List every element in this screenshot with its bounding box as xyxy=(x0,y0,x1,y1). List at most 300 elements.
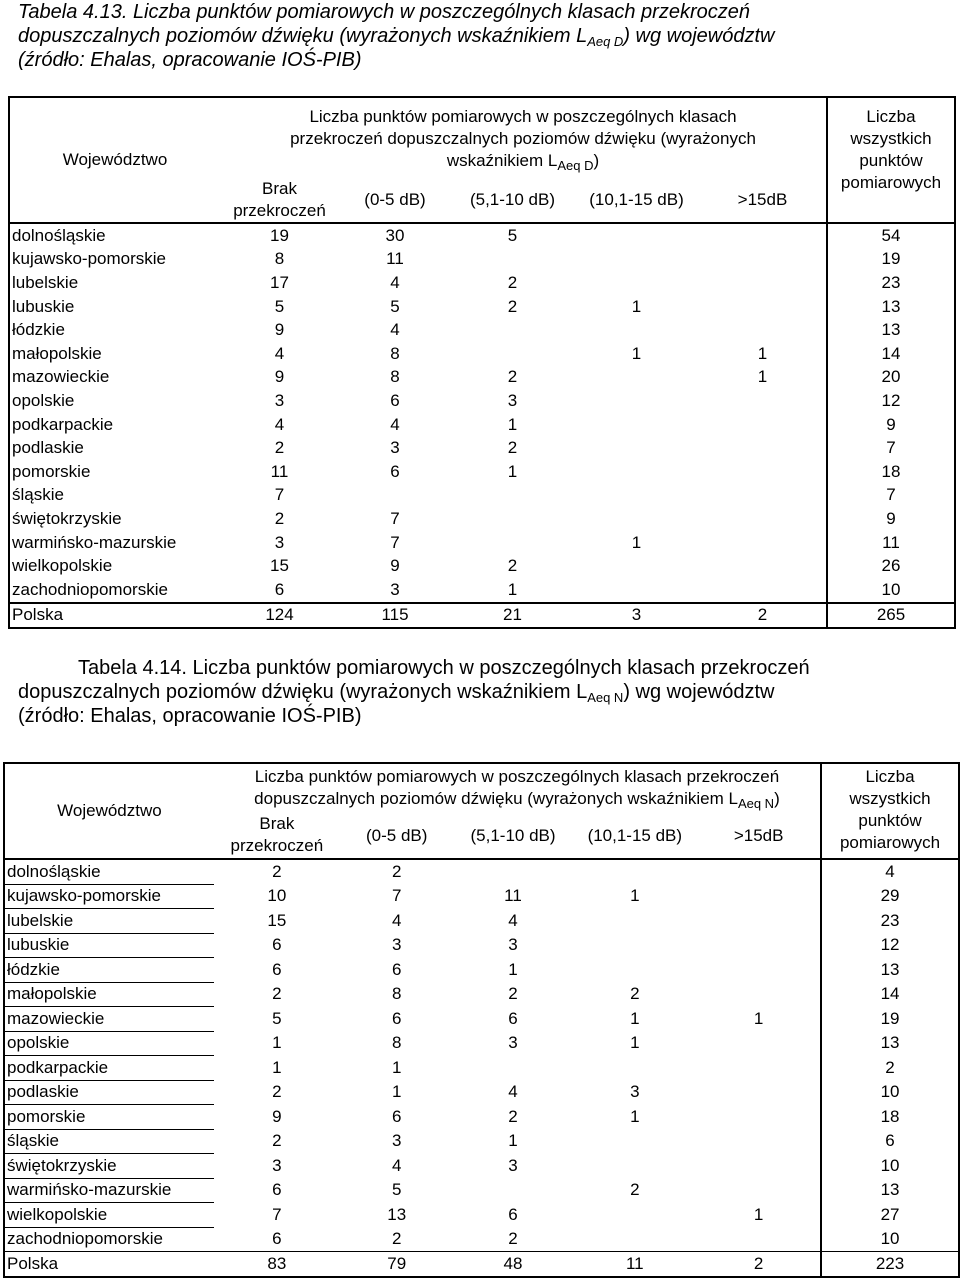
region-name-cell: opolskie xyxy=(4,1031,214,1056)
count-cell: 1 xyxy=(507,461,518,481)
count-cell: 48 xyxy=(454,1252,573,1277)
count-cell: 5 xyxy=(451,223,574,248)
count-cell: 1 xyxy=(757,343,768,363)
region-name-cell: podkarpackie xyxy=(12,414,114,434)
table1-caption-line1 xyxy=(18,0,940,24)
count-cell: 2 xyxy=(340,859,454,884)
count-cell xyxy=(574,436,699,460)
index-subscript: Aeq D xyxy=(587,34,624,49)
region-name-cell: śląskie xyxy=(4,1129,214,1154)
table-row xyxy=(4,1154,959,1179)
table2-caption-line1 xyxy=(78,656,940,680)
count-cell: 2 xyxy=(630,984,640,1004)
caption-word: (wyrażonych xyxy=(339,681,452,703)
table1-caption-line3: (źródło: Ehalas, opracowanie IOŚ-PIB) xyxy=(18,49,362,71)
count-cell: 11 xyxy=(386,249,404,269)
count-cell: 2 xyxy=(272,984,282,1004)
table2-caption xyxy=(18,656,940,728)
table-row xyxy=(4,884,959,909)
count-cell xyxy=(699,436,827,460)
count-cell: 2 xyxy=(274,508,285,528)
caption-tail: ) wg województw xyxy=(623,25,775,47)
count-cell: 2 xyxy=(699,603,827,629)
region-name-cell: dolnośląskie xyxy=(9,223,220,248)
total-count-cell: 54 xyxy=(827,223,955,248)
count-cell xyxy=(574,389,699,413)
count-cell: 5 xyxy=(391,1180,402,1200)
col-brak-line: przekroczeń xyxy=(233,201,326,220)
count-cell: 1 xyxy=(753,1204,764,1224)
count-cell: 1 xyxy=(507,414,518,434)
count-cell xyxy=(339,484,451,508)
count-cell: 2 xyxy=(697,1252,821,1277)
count-cell: 3 xyxy=(630,1082,640,1102)
caption-word: poszczególnych xyxy=(479,657,622,679)
col-brak-line: przekroczeń xyxy=(230,836,324,856)
caption-word: Tabela xyxy=(18,1,78,23)
count-cell: 2 xyxy=(507,438,518,458)
col-total-line: punktów xyxy=(859,151,923,170)
caption-word xyxy=(457,681,774,703)
total-count-cell: 13 xyxy=(827,295,955,319)
caption-word: punktów xyxy=(196,1,271,23)
total-count-cell: 11 xyxy=(827,531,955,555)
count-cell xyxy=(699,223,827,248)
count-cell: 2 xyxy=(272,1131,282,1151)
total-count-cell: 13 xyxy=(821,1178,959,1203)
total-row xyxy=(4,1252,959,1277)
total-count-cell: 23 xyxy=(827,271,955,295)
count-cell xyxy=(574,248,699,272)
count-cell xyxy=(699,295,827,319)
count-cell xyxy=(574,413,699,437)
count-cell: 83 xyxy=(214,1252,340,1277)
count-cell: 1 xyxy=(630,1033,640,1053)
count-cell: 8 xyxy=(274,249,285,269)
count-cell xyxy=(574,484,699,508)
caption-word: klasach xyxy=(627,657,696,679)
count-cell: 3 xyxy=(391,935,402,955)
count-cell: 11 xyxy=(504,886,522,906)
table2 xyxy=(3,762,960,1278)
count-cell xyxy=(574,578,699,603)
region-name-cell: mazowieckie xyxy=(12,367,110,387)
count-cell xyxy=(574,271,699,295)
count-cell xyxy=(451,531,574,555)
count-cell xyxy=(572,1203,697,1228)
total-count-cell: 18 xyxy=(827,460,955,484)
col-total-line: wszystkich xyxy=(850,129,932,148)
count-cell: 7 xyxy=(390,532,400,552)
col-total-line: Liczba xyxy=(866,107,916,126)
count-cell xyxy=(572,1154,697,1179)
table-row xyxy=(9,460,955,484)
count-cell xyxy=(697,859,821,884)
count-cell xyxy=(572,859,697,884)
group-header-text: ) xyxy=(593,151,600,170)
count-cell: 4 xyxy=(391,1155,402,1175)
count-cell: 1 xyxy=(757,367,768,387)
count-cell xyxy=(574,460,699,484)
table-row xyxy=(4,1031,959,1056)
count-cell: 1 xyxy=(630,1008,640,1028)
count-cell: 2 xyxy=(391,1229,402,1248)
count-cell xyxy=(699,578,827,603)
caption-word: 4.13. xyxy=(82,1,128,23)
count-cell: 6 xyxy=(390,461,400,481)
total-count-cell: 2 xyxy=(821,1056,959,1081)
caption-word: pomiarowych xyxy=(335,657,454,679)
col-total-line: punktów xyxy=(858,811,922,830)
total-row xyxy=(9,603,955,629)
count-cell: 1 xyxy=(507,579,518,599)
count-cell: 15 xyxy=(270,556,289,576)
count-cell xyxy=(697,933,821,958)
index-subscript: Aeq N xyxy=(737,796,775,811)
count-cell xyxy=(451,484,574,508)
total-count-cell: 10 xyxy=(821,1154,959,1179)
total-count-cell: 18 xyxy=(821,1105,959,1130)
count-cell xyxy=(574,318,699,342)
count-cell: 2 xyxy=(274,438,285,458)
count-cell xyxy=(451,507,574,531)
total-count-cell: 19 xyxy=(827,248,955,272)
region-name-cell: lubuskie xyxy=(12,296,75,316)
col-10-15-header: (10,1-15 dB) xyxy=(589,190,684,209)
col-5-10-header: (5,1-10 dB) xyxy=(469,190,556,209)
count-cell: 3 xyxy=(508,935,518,955)
count-cell: 9 xyxy=(274,367,285,387)
region-name-cell: śląskie xyxy=(12,485,64,505)
count-cell: 6 xyxy=(390,390,400,410)
table-row xyxy=(9,413,955,437)
count-cell: 3 xyxy=(508,1155,518,1175)
count-cell: 8 xyxy=(391,984,402,1004)
region-name-cell: łódzkie xyxy=(12,320,65,340)
count-cell: 2 xyxy=(214,859,340,884)
region-name-cell: pomorskie xyxy=(12,461,91,481)
count-cell: 1 xyxy=(391,1082,402,1102)
count-cell: 2 xyxy=(507,272,518,292)
group-header-text: dopuszczalnych poziomów dźwięku (wyrażonych wskaźnikiem L xyxy=(254,789,738,808)
table-row xyxy=(9,436,955,460)
region-name-cell: dolnośląskie xyxy=(4,859,214,884)
count-cell: 4 xyxy=(274,343,285,363)
region-name-cell: zachodniopomorskie xyxy=(12,579,168,599)
caption-word: wskaźnikiem xyxy=(457,681,571,703)
caption-word: 4.14. xyxy=(142,657,187,679)
region-name-cell: kujawsko-pomorskie xyxy=(4,884,214,909)
count-cell xyxy=(572,1056,697,1081)
count-cell: 2 xyxy=(508,984,518,1004)
caption-word: klasach xyxy=(567,1,636,23)
col-brak-header xyxy=(214,813,340,859)
caption-word: w xyxy=(399,1,415,23)
count-cell: 3 xyxy=(274,390,285,410)
total-count-cell: 6 xyxy=(821,1129,959,1154)
count-cell: 15 xyxy=(267,910,287,930)
total-count-cell: 13 xyxy=(827,318,955,342)
table-row xyxy=(4,933,959,958)
count-cell: 9 xyxy=(390,556,400,576)
region-name-cell: mazowieckie xyxy=(4,1007,214,1032)
count-cell: 8 xyxy=(390,367,400,387)
count-cell: 1 xyxy=(631,343,642,363)
count-cell xyxy=(699,318,827,342)
caption-word: dopuszczalnych xyxy=(18,681,161,703)
count-cell: 124 xyxy=(220,603,339,629)
count-cell xyxy=(451,248,574,272)
count-cell: 1 xyxy=(508,959,518,979)
total-count-cell: 265 xyxy=(827,603,955,629)
count-cell xyxy=(699,389,827,413)
count-cell: 4 xyxy=(274,414,285,434)
count-cell: 3 xyxy=(390,438,400,458)
caption-word: punktów xyxy=(255,657,331,679)
count-cell: 11 xyxy=(270,461,289,481)
count-cell: 2 xyxy=(507,367,518,387)
count-cell: 6 xyxy=(272,959,282,979)
caption-word: przekroczeń xyxy=(700,657,810,679)
total-count-cell: 14 xyxy=(821,982,959,1007)
count-cell xyxy=(699,248,827,272)
count-cell: 3 xyxy=(508,1033,518,1053)
count-cell xyxy=(572,1129,697,1154)
total-count-cell: 10 xyxy=(821,1227,959,1252)
count-cell: 2 xyxy=(507,296,518,316)
count-cell xyxy=(454,1178,573,1203)
table1-caption-line2 xyxy=(18,24,940,48)
group-header xyxy=(220,97,827,178)
table2-caption-line3: (źródło: Ehalas, opracowanie IOŚ-PIB) xyxy=(18,705,362,727)
caption-word: poziomów xyxy=(165,25,256,47)
count-cell xyxy=(454,859,573,884)
region-name-cell: warmińsko-mazurskie xyxy=(4,1178,214,1203)
table2-body xyxy=(4,859,959,1277)
col-brak-line: Brak xyxy=(262,179,297,198)
count-cell xyxy=(697,1105,821,1130)
count-cell: 79 xyxy=(340,1252,454,1277)
count-cell: 6 xyxy=(391,1008,402,1028)
table-row xyxy=(9,507,955,531)
total-count-cell: 10 xyxy=(821,1080,959,1105)
count-cell xyxy=(699,507,827,531)
col-total-line: pomiarowych xyxy=(840,173,942,192)
count-cell: 9 xyxy=(274,320,285,340)
total-count-cell: 19 xyxy=(821,1007,959,1032)
count-cell: 2 xyxy=(508,1106,518,1126)
count-cell: 3 xyxy=(391,1131,402,1151)
count-cell: 7 xyxy=(391,886,402,906)
group-header xyxy=(214,763,821,813)
count-cell: 21 xyxy=(451,603,574,629)
count-cell xyxy=(697,1154,821,1179)
region-name-cell: kujawsko-pomorskie xyxy=(12,249,166,269)
count-cell: 5 xyxy=(390,296,400,316)
count-cell xyxy=(697,1227,821,1252)
index-letter: L xyxy=(576,681,588,703)
caption-word: dźwięku xyxy=(261,681,334,703)
count-cell: 2 xyxy=(508,1229,518,1248)
count-cell: 7 xyxy=(274,485,285,505)
col-total-line: pomiarowych xyxy=(839,833,941,852)
region-name-cell: Polska xyxy=(9,603,220,629)
group-header-line: przekroczeń dopuszczalnych poziomów dźwięku (wyrażonych xyxy=(290,129,756,148)
region-name-cell: podlaskie xyxy=(4,1080,214,1105)
table1 xyxy=(8,96,956,629)
table-row xyxy=(9,389,955,413)
count-cell: 4 xyxy=(390,272,400,292)
count-cell: 6 xyxy=(272,935,282,955)
table-row xyxy=(9,248,955,272)
table2-caption-line2 xyxy=(18,680,940,704)
col-brak-line: Brak xyxy=(259,814,295,834)
caption-word: Tabela xyxy=(78,657,137,679)
count-cell xyxy=(697,1178,821,1203)
total-count-cell: 27 xyxy=(821,1203,959,1228)
index-subscript: Aeq D xyxy=(557,158,594,173)
group-header-line: Liczba punktów pomiarowych w poszczególnych klasach przekroczeń xyxy=(254,767,780,786)
region-name-cell: zachodniopomorskie xyxy=(4,1227,214,1252)
count-cell xyxy=(697,1056,821,1081)
table1-caption xyxy=(18,0,940,72)
table2-header-row1 xyxy=(4,763,959,813)
col-10-15-header: (10,1-15 dB) xyxy=(587,825,683,845)
table1-body xyxy=(9,223,955,628)
col-brak-header xyxy=(220,178,339,223)
count-cell: 7 xyxy=(390,508,400,528)
table-row xyxy=(9,484,955,508)
table-row xyxy=(9,295,955,319)
caption-tail: ) wg województw xyxy=(623,681,775,703)
region-name-cell: lubelskie xyxy=(12,272,79,292)
col-15-header: >15dB xyxy=(737,190,788,209)
count-cell: 3 xyxy=(574,603,699,629)
caption-word: Liczba xyxy=(132,1,191,23)
table-row xyxy=(9,531,955,555)
total-count-cell: 9 xyxy=(827,507,955,531)
count-cell: 8 xyxy=(390,343,400,363)
count-cell: 1 xyxy=(391,1057,402,1077)
table-row xyxy=(4,909,959,934)
total-count-cell: 29 xyxy=(821,884,959,909)
region-name-cell: świętokrzyskie xyxy=(12,508,122,528)
region-name-cell: wielkopolskie xyxy=(4,1203,214,1228)
count-cell: 115 xyxy=(339,603,451,629)
count-cell: 7 xyxy=(272,1204,282,1224)
group-header-text: wskaźnikiem L xyxy=(446,151,558,170)
table-row xyxy=(9,366,955,390)
table-row xyxy=(4,958,959,983)
count-cell: 6 xyxy=(391,959,402,979)
col-15-header: >15dB xyxy=(733,825,784,845)
index-letter: L xyxy=(576,25,588,47)
col-total-line: Liczba xyxy=(865,767,915,786)
caption-word xyxy=(457,25,774,47)
table-row xyxy=(9,223,955,248)
region-name-cell: wielkopolskie xyxy=(12,556,113,576)
table-row xyxy=(4,1227,959,1252)
count-cell: 3 xyxy=(274,532,285,552)
count-cell: 1 xyxy=(630,886,640,906)
col-5-10-header: (5,1-10 dB) xyxy=(470,825,556,845)
count-cell: 1 xyxy=(272,1033,282,1053)
caption-word: przekroczeń xyxy=(641,1,750,23)
count-cell xyxy=(572,1227,697,1252)
count-cell: 6 xyxy=(274,579,285,599)
count-cell xyxy=(699,271,827,295)
region-name-cell: małopolskie xyxy=(4,982,214,1007)
table-row xyxy=(4,1129,959,1154)
table-row xyxy=(4,1056,959,1081)
caption-word: poszczególnych xyxy=(419,1,563,23)
group-header-line xyxy=(220,150,826,172)
count-cell: 6 xyxy=(508,1204,518,1224)
col-0-5-header: (0-5 dB) xyxy=(364,190,426,209)
count-cell xyxy=(574,366,699,390)
col-total-line: wszystkich xyxy=(849,789,931,808)
count-cell xyxy=(574,507,699,531)
table-row xyxy=(4,859,959,884)
region-name-cell: świętokrzyskie xyxy=(4,1154,214,1179)
group-header-line: Liczba punktów pomiarowych w poszczególnych klasach xyxy=(309,107,737,126)
region-name-cell: lubuskie xyxy=(4,933,214,958)
region-name-cell: lubelskie xyxy=(4,909,214,934)
region-name-cell: małopolskie xyxy=(12,343,102,363)
count-cell xyxy=(699,531,827,555)
count-cell xyxy=(699,484,827,508)
table-row xyxy=(9,578,955,603)
count-cell: 1 xyxy=(508,1131,518,1151)
count-cell: 6 xyxy=(508,1008,518,1028)
col-total-header xyxy=(821,763,959,859)
col-total-header xyxy=(827,97,955,223)
table-row xyxy=(4,1203,959,1228)
count-cell: 13 xyxy=(387,1204,407,1224)
count-cell: 19 xyxy=(220,223,339,248)
count-cell: 1 xyxy=(631,532,642,552)
total-count-cell: 20 xyxy=(827,366,955,390)
total-count-cell: 14 xyxy=(827,342,955,366)
count-cell xyxy=(697,958,821,983)
region-name-cell: pomorskie xyxy=(4,1105,214,1130)
count-cell: 6 xyxy=(391,1106,402,1126)
count-cell: 2 xyxy=(507,556,518,576)
count-cell xyxy=(574,223,699,248)
table1-header-row1 xyxy=(9,97,955,178)
region-name-cell: opolskie xyxy=(12,390,75,410)
count-cell: 4 xyxy=(508,1082,518,1102)
count-cell xyxy=(697,1080,821,1105)
total-count-cell: 7 xyxy=(827,436,955,460)
count-cell: 4 xyxy=(390,320,400,340)
count-cell: 6 xyxy=(272,1180,282,1200)
table-row xyxy=(4,1105,959,1130)
caption-word: wskaźnikiem xyxy=(457,25,571,47)
count-cell: 17 xyxy=(270,272,289,292)
count-cell xyxy=(699,413,827,437)
count-cell xyxy=(699,460,827,484)
count-cell: 30 xyxy=(339,223,451,248)
count-cell: 4 xyxy=(391,910,402,930)
count-cell xyxy=(451,318,574,342)
count-cell xyxy=(697,884,821,909)
total-count-cell: 7 xyxy=(827,484,955,508)
count-cell: 2 xyxy=(630,1180,640,1200)
table-row xyxy=(9,554,955,578)
count-cell: 1 xyxy=(753,1008,764,1028)
caption-word: (wyrażonych xyxy=(339,25,452,47)
